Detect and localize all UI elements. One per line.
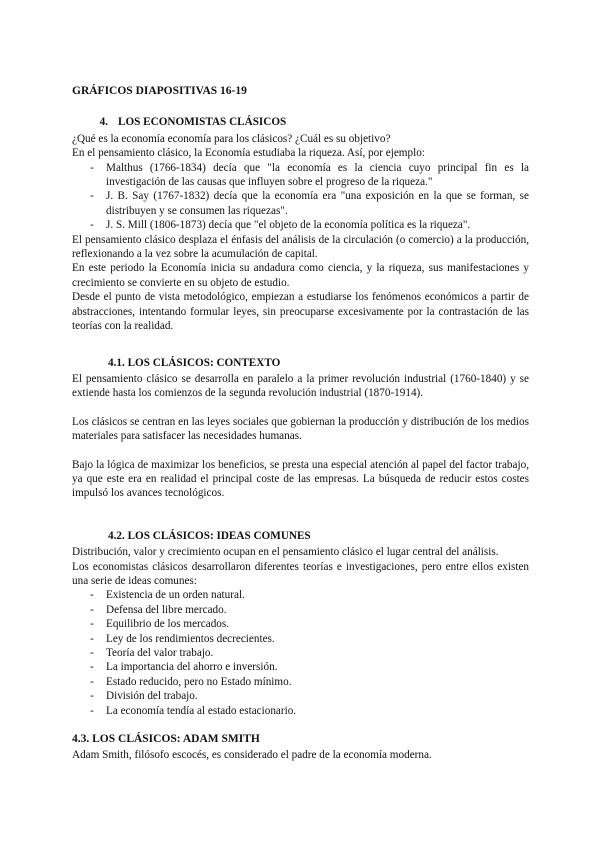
paragraph: El pensamiento clásico se desarrolla en paralelo a la primer revolución industrial (1760-1840) y se extiende hasta los comienzos de la segunda revolución industrial (1870-1914). (72, 372, 529, 400)
section-4-number: 4. (99, 116, 108, 129)
list-item: - La economía tendía al estado estacionario. (72, 704, 529, 718)
document-page (72, 84, 529, 763)
paragraph: Bajo la lógica de maximizar los beneficios, se presta una especial atención al papel del factor trabajo, ya que este era en realidad el principal coste de las empresas. La búsqueda de reducir estos costes impulsó los avances tecnológicos. (72, 458, 529, 500)
list-item: - Defensa del libre mercado. (72, 603, 529, 617)
list-item: - Ley de los rendimientos decrecientes. (72, 632, 529, 646)
list-item: - La importancia del ahorro e inversión. (72, 660, 529, 674)
paragraph: Los clásicos se centran en las leyes sociales que gobiernan la producción y distribución de los medios materiales para satisfacer las necesidades humanas. (72, 415, 529, 443)
list-item: - Malthus (1766-1834) decía que "la economía es la ciencia cuyo principal fin es la investigación de las causas que influyen sobre el progreso de la riqueza." (72, 161, 529, 190)
ideas-list (72, 588, 529, 718)
list-item: - Teoría del valor trabajo. (72, 646, 529, 660)
section-4-3-heading: 4.3. LOS CLÁSICOS: ADAM SMITH (72, 733, 260, 746)
list-item: - J. S. Mill (1806-1873) decía que "el objeto de la economía política es la riqueza". (72, 218, 529, 232)
section-4-intro: En el pensamiento clásico, la Economía estudiaba la riqueza. Así, por ejemplo: (72, 147, 425, 160)
section-4-1-heading: 4.1. LOS CLÁSICOS: CONTEXTO (108, 356, 281, 369)
list-item: - Existencia de un orden natural. (72, 588, 529, 602)
quotes-list (72, 161, 529, 233)
list-item: - División del trabajo. (72, 689, 529, 703)
section-4-question: ¿Qué es la economía economía para los clásicos? ¿Cuál es su objetivo? (72, 132, 391, 145)
list-item: - J. B. Say (1767-1832) decía que la economía era "una exposición en la que se forman, se distribuyen y se consumen las riquezas". (72, 189, 529, 218)
paragraph: Desde el punto de vista metodológico, empiezan a estudiarse los fenómenos económicos a partir de abstracciones, intentando formular leyes, sin preocuparse excesivamente por la contrastación de las teorías con la realidad. (72, 291, 529, 333)
paragraph: El pensamiento clásico desplaza el énfasis del análisis de la circulación (o comercio) a la producción, reflexionando a la vez sobre la acumulación de capital. (72, 233, 529, 261)
list-item: - Estado reducido, pero no Estado mínimo. (72, 675, 529, 689)
section-4-title: LOS ECONOMISTAS CLÁSICOS (118, 116, 287, 129)
section-4-2-heading: 4.2. LOS CLÁSICOS: IDEAS COMUNES (108, 529, 311, 542)
paragraph: Los economistas clásicos desarrollaron diferentes teorías e investigaciones, pero entre ellos existen una serie de ideas comunes: (72, 560, 529, 587)
list-item: - Equilibrio de los mercados. (72, 617, 529, 631)
section-4-heading (72, 115, 529, 129)
paragraph: Adam Smith, filósofo escocés, es considerado el padre de la economía moderna. (72, 749, 432, 762)
paragraph: En este periodo la Economía inicia su andadura como ciencia, y la riqueza, sus manifestaciones y crecimiento se convierte en su objeto de estudio. (72, 262, 529, 289)
paragraph: Distribución, valor y crecimiento ocupan en el pensamiento clásico el lugar central del análisis. (72, 546, 499, 559)
document-title: GRÁFICOS DIAPOSITIVAS 16-19 (72, 85, 247, 97)
